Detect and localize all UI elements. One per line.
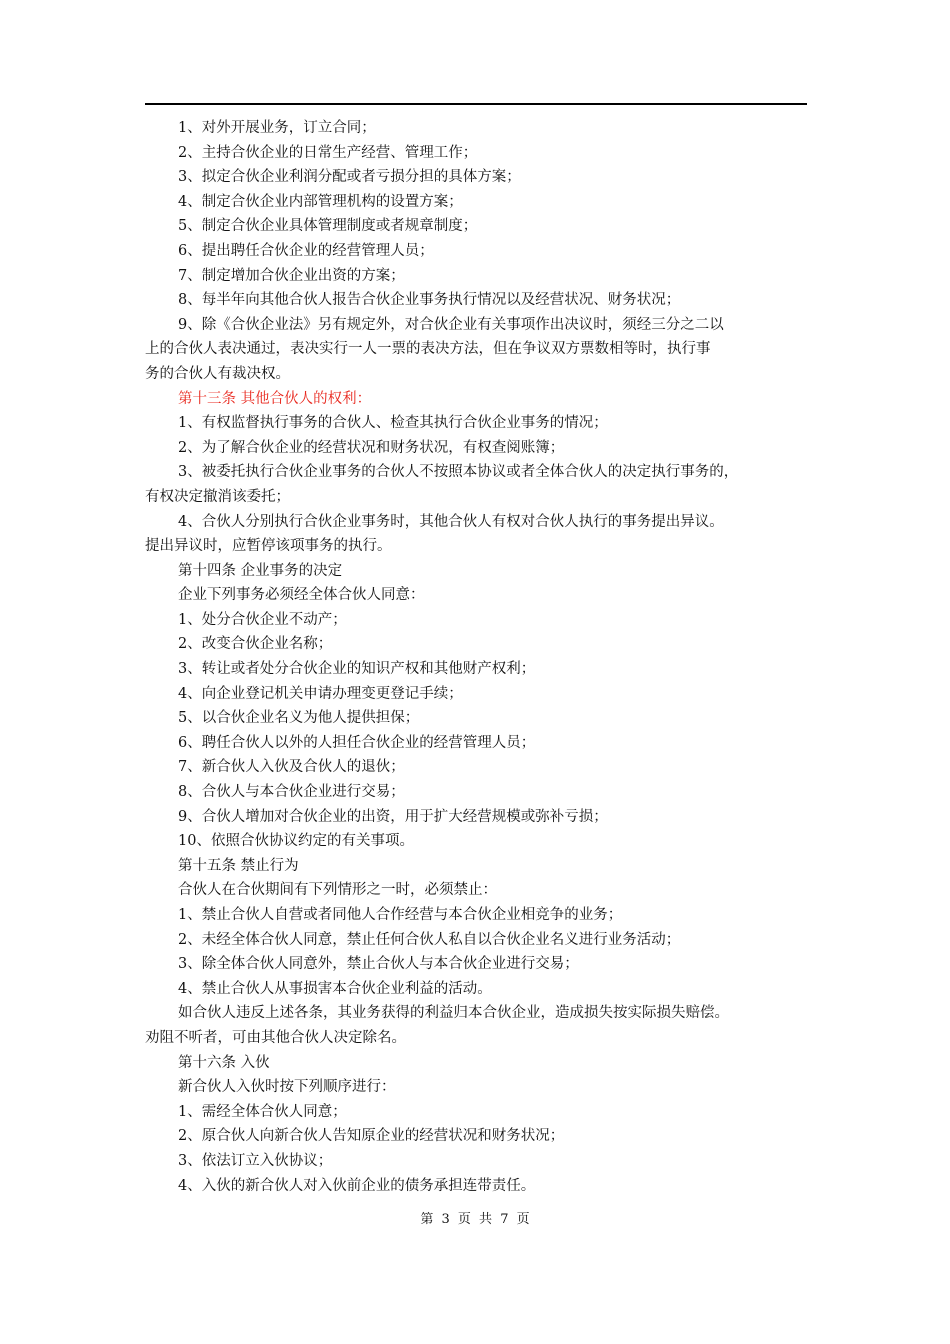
text-line: 10、依照合伙协议约定的有关事项。 — [178, 833, 414, 850]
header-rule — [145, 103, 807, 105]
text-line: 上的合伙人表决通过，表决实行一人一票的表决方法，但在争议双方票数相等时，执行事 — [145, 341, 711, 358]
text-line: 提出异议时，应暂停该项事务的执行。 — [145, 538, 392, 555]
text-line: 1、禁止合伙人自营或者同他人合作经营与本合伙企业相竞争的业务； — [178, 907, 623, 923]
text-line: 第十六条 入伙 — [178, 1054, 270, 1071]
text-line: 2、原合伙人向新合伙人告知原企业的经营状况和财务状况； — [178, 1128, 565, 1145]
text-line: 第十四条 企业事务的决定 — [178, 562, 343, 579]
document-body — [145, 116, 810, 1198]
text-line: 7、新合伙人入伙及合伙人的退伙； — [178, 759, 405, 776]
text-line: 4、制定合伙企业内部管理机构的设置方案； — [178, 193, 463, 210]
text-line: 劝阻不听者，可由其他合伙人决定除名。 — [145, 1029, 406, 1046]
text-line: 4、向企业登记机关申请办理变更登记手续； — [178, 685, 463, 702]
text-line: 3、转让或者处分合伙企业的知识产权和其他财产权利； — [178, 661, 536, 678]
text-line: 9、除《合伙企业法》另有规定外，对合伙企业有关事项作出决议时，须经三分之二以 — [178, 316, 724, 333]
text-line: 如合伙人违反上述各条，其业务获得的利益归本合伙企业，造成损失按实际损失赔偿。 — [178, 1005, 729, 1022]
text-line: 新合伙人入伙时按下列顺序进行： — [178, 1079, 396, 1096]
text-line: 企业下列事务必须经全体合伙人同意： — [178, 587, 425, 604]
text-line: 2、为了解合伙企业的经营状况和财务状况，有权查阅账簿； — [178, 439, 565, 456]
text-line: 5、制定合伙企业具体管理制度或者规章制度； — [178, 218, 478, 235]
text-line: 2、改变合伙企业名称； — [178, 636, 333, 653]
text-line: 2、主持合伙企业的日常生产经营、管理工作； — [178, 144, 478, 161]
text-line: 8、每半年向其他合伙人报告合伙企业事务执行情况以及经营状况、财务状况； — [178, 292, 681, 309]
text-line: 第十五条 禁止行为 — [178, 857, 299, 874]
text-line: 3、拟定合伙企业利润分配或者亏损分担的具体方案； — [178, 169, 521, 186]
text-line: 7、制定增加合伙企业出资的方案； — [178, 267, 405, 284]
text-line: 3、依法订立入伙协议； — [178, 1152, 333, 1169]
text-line: 9、合伙人增加对合伙企业的出资，用于扩大经营规模或弥补亏损； — [178, 808, 608, 825]
text-line: 务的合伙人有裁决权。 — [145, 365, 290, 382]
text-line: 8、合伙人与本合伙企业进行交易； — [178, 784, 405, 801]
text-line: 6、提出聘任合伙企业的经营管理人员； — [178, 242, 434, 259]
text-line: 合伙人在合伙期间有下列情形之一时，必须禁止： — [178, 882, 497, 899]
section-heading: 第十三条 其他合伙人的权利： — [178, 390, 372, 407]
text-line: 1、处分合伙企业不动产； — [178, 611, 347, 628]
text-line: 有权决定撤消该委托； — [145, 488, 290, 505]
text-line: 6、聘任合伙人以外的人担任合伙企业的经营管理人员； — [178, 734, 536, 751]
text-line: 3、被委托执行合伙企业事务的合伙人不按照本协议或者全体合伙人的决定执行事务的， — [178, 464, 739, 481]
text-line: 4、禁止合伙人从事损害本合伙企业利益的活动。 — [178, 980, 492, 997]
text-line: 1、需经全体合伙人同意； — [178, 1103, 347, 1120]
text-line: 4、入伙的新合伙人对入伙前企业的债务承担连带责任。 — [178, 1177, 536, 1194]
text-line: 1、对外开展业务，订立合同； — [178, 120, 376, 136]
text-line: 1、有权监督执行事务的合伙人、检查其执行合伙企业事务的情况； — [178, 415, 608, 432]
text-line: 5、以合伙企业名义为他人提供担保； — [178, 710, 420, 727]
text-line: 3、除全体合伙人同意外，禁止合伙人与本合伙企业进行交易； — [178, 956, 579, 973]
text-line: 2、未经全体合伙人同意，禁止任何合伙人私自以合伙企业名义进行业务活动； — [178, 931, 681, 948]
text-line: 4、合伙人分别执行合伙企业事务时，其他合伙人有权对合伙人执行的事务提出异议。 — [178, 513, 724, 530]
page-footer: 第 3 页 共 7 页 — [420, 1212, 530, 1227]
